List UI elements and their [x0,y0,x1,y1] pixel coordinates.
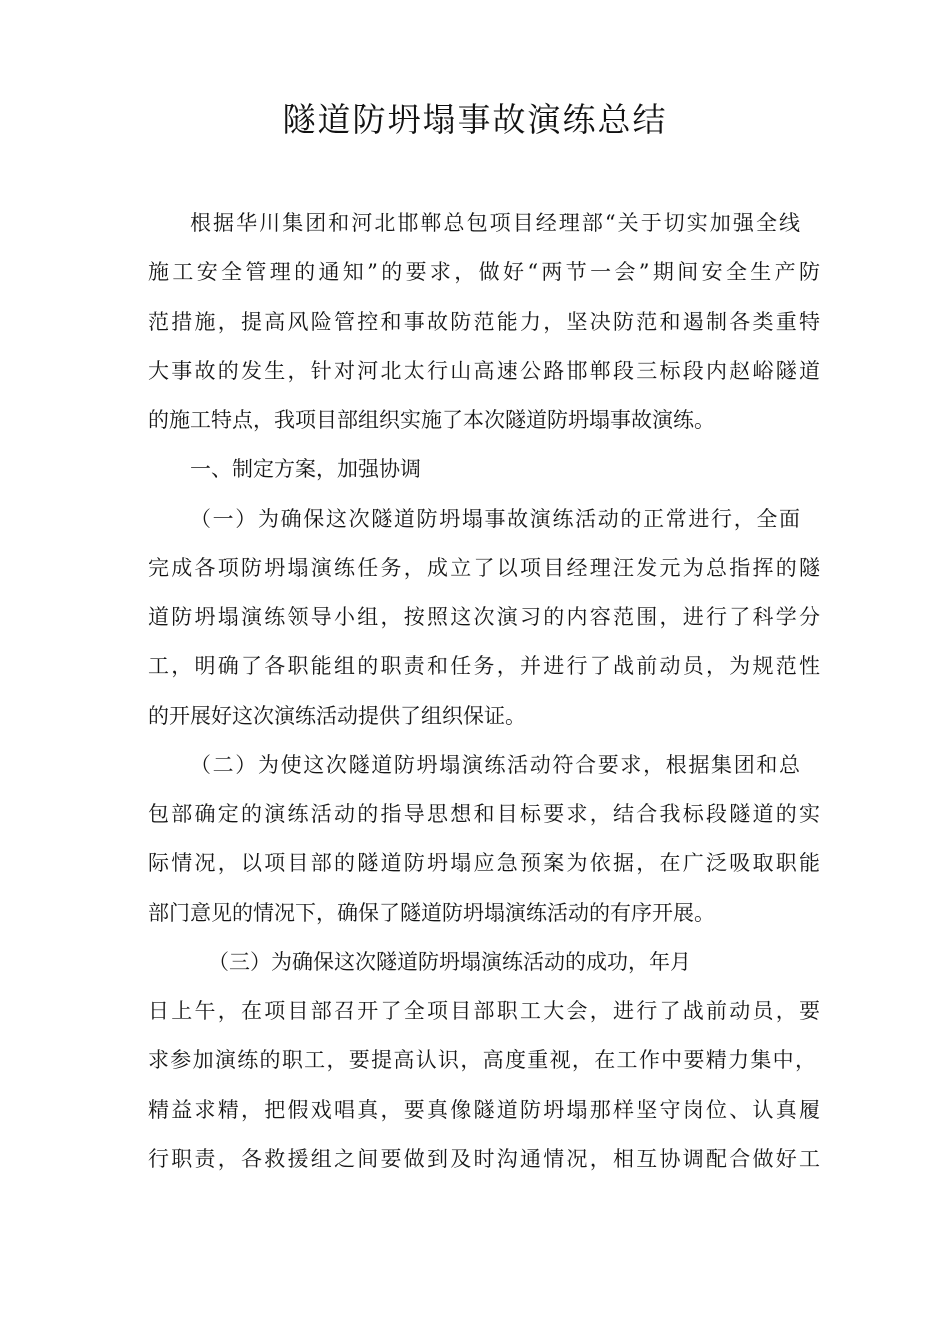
paragraph-line: （一）为确保这次隧道防坍塌事故演练活动的正常进行，全面 [190,507,800,531]
document-title: 隧道防坍塌事故演练总结 [282,100,668,139]
paragraph-line: 部门意见的情况下，确保了隧道防坍塌演练活动的有序开展。 [148,901,715,925]
paragraph-line: 求参加演练的职工，要提高认识，高度重视，在工作中要精力集中， [148,1048,816,1072]
paragraph-line: （三）为确保这次隧道防坍塌演练活动的成功，年月 [208,950,691,974]
paragraph-line: 完成各项防坍塌演练任务，成立了以项目经理汪发元为总指挥的隧 [148,556,820,580]
paragraph-line: 根据华川集团和河北邯郸总包项目经理部“关于切实加强全线 [190,211,800,235]
paragraph-line: 日上午，在项目部召开了全项目部职工大会，进行了战前动员，要 [148,999,820,1023]
paragraph-line: 行职责，各救援组之间要做到及时沟通情况，相互协调配合做好工 [148,1147,820,1171]
paragraph-line: 工，明确了各职能组的职责和任务，并进行了战前动员，为规范性 [148,654,820,678]
paragraph-line: 精益求精，把假戏唱真，要真像隧道防坍塌那样坚守岗位、认真履 [148,1098,820,1122]
paragraph-line: （二）为使这次隧道防坍塌演练活动符合要求，根据集团和总 [190,753,800,777]
paragraph-line: 的开展好这次演练活动提供了组织保证。 [148,704,526,728]
paragraph-line: 范措施，提高风险管控和事故防范能力，坚决防范和遏制各类重特 [148,310,820,334]
paragraph-line: 包部确定的演练活动的指导思想和目标要求，结合我标段隧道的实 [148,802,820,826]
section-heading: 一、制定方案，加强协调 [190,457,421,481]
paragraph-line: 的施工特点，我项目部组织实施了本次隧道防坍塌事故演练。 [148,408,715,432]
paragraph-line: 大事故的发生，针对河北太行山高速公路邯郸段三标段内赵峪隧道 [148,359,820,383]
paragraph-line: 际情况，以项目部的隧道防坍塌应急预案为依据，在广泛吸取职能 [148,851,820,875]
paragraph-line: 道防坍塌演练领导小组，按照这次演习的内容范围，进行了科学分 [148,605,820,629]
paragraph-line: 施工安全管理的通知”的要求，做好“两节一会”期间安全生产防 [148,260,820,284]
